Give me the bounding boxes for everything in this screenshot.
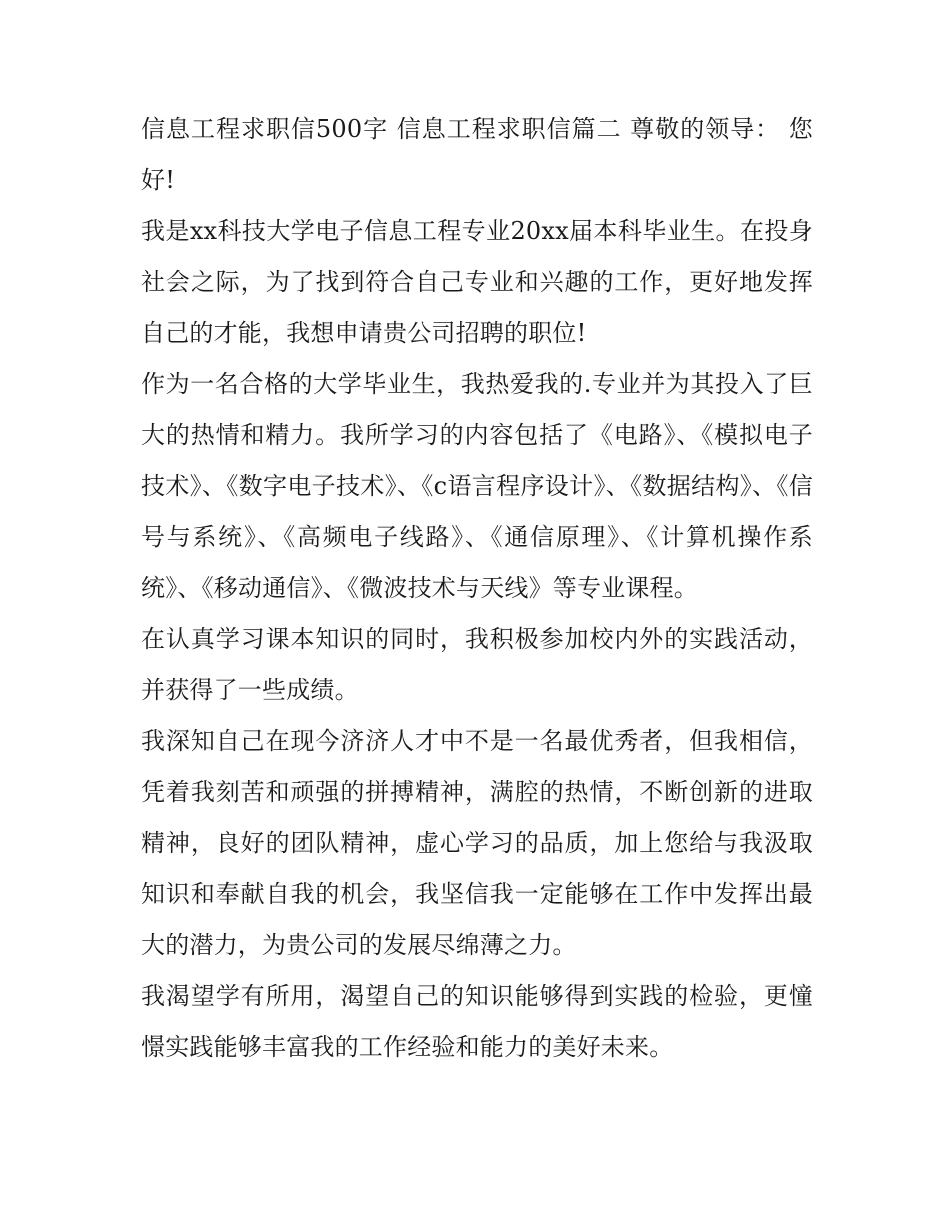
paragraph-aspiration: 我渴望学有所用，渴望自己的知识能够得到实践的检验，更憧憬实践能够丰富我的工作经验和能力的美好未来。 — [141, 982, 813, 1061]
paragraph-self-assessment: 我深知自己在现今济济人才中不是一名最优秀者，但我相信，凭着我刻苦和顽强的拼搏精神，满腔的热情，不断创新的进取精神，良好的团队精神，虚心学习的品质，加上您给与我汲取知识和奉献自我的机会，我坚信我一定能够在工作中发挥出最大的潜力，为贵公司的发展尽绵薄之力。 — [141, 727, 813, 959]
paragraph-introduction: 我是xx科技大学电子信息工程专业20xx届本科毕业生。在投身社会之际，为了找到符合自己专业和兴趣的工作，更好地发挥自己的才能，我想申请贵公司招聘的职位! — [141, 217, 813, 347]
document-body — [141, 104, 813, 1073]
paragraph-heading-greeting: 信息工程求职信500字 信息工程求职信篇二 尊敬的领导： 您好! — [141, 115, 813, 194]
paragraph-practice: 在认真学习课本知识的同时，我积极参加校内外的实践活动，并获得了一些成绩。 — [141, 625, 813, 704]
paragraph-courses: 作为一名合格的大学毕业生，我热爱我的.专业并为其投入了巨大的热情和精力。我所学习的内容包括了《电路》、《模拟电子技术》、《数字电子技术》、《c语言程序设计》、《数据结构》、《信号与系统》、《高频电子线路》、《通信原理》、《计算机操作系统》、《移动通信》、《微波技术与天线》等专业课程。 — [141, 370, 813, 602]
